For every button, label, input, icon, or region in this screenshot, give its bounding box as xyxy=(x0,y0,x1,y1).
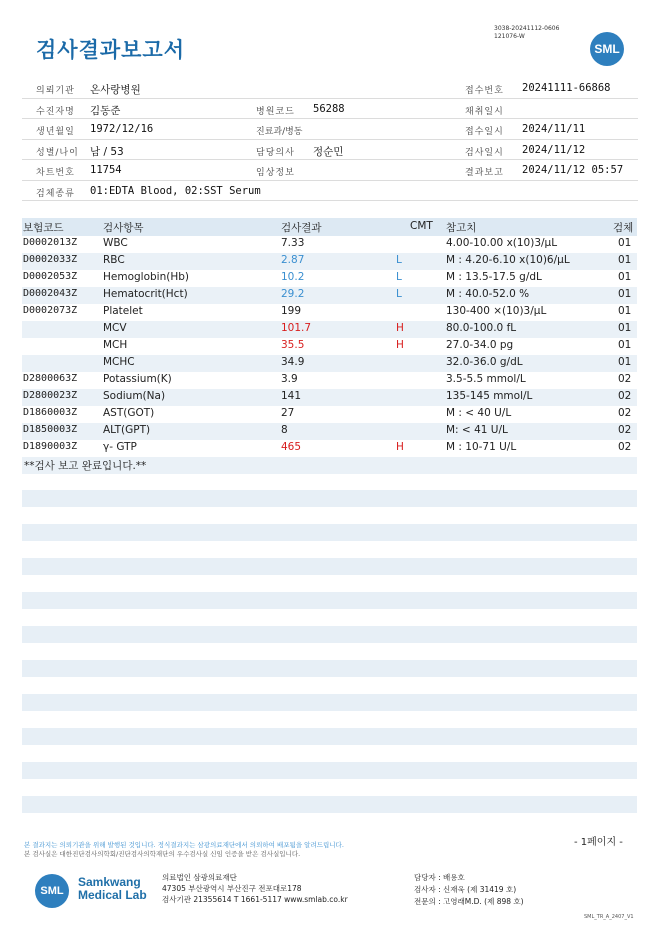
clinical-label: 임상정보 xyxy=(256,168,295,178)
table-row xyxy=(22,236,637,253)
row-spec: 01 xyxy=(618,271,632,283)
row-ref: M : 10-71 U/L xyxy=(446,441,517,453)
complete-row xyxy=(22,457,637,474)
doc-ref-line-2: 121076-W xyxy=(494,33,525,40)
row-ref: 135-145 mmol/L xyxy=(446,390,533,402)
row-spec: 01 xyxy=(618,288,632,300)
row-ref: 130-400 ×(10)3/μL xyxy=(446,305,547,317)
receipt-date-value: 2024/11/11 xyxy=(522,123,586,135)
table-row xyxy=(22,423,637,440)
hospital-code-value: 56288 xyxy=(313,102,345,115)
specimen-value: 01:EDTA Blood, 02:SST Serum xyxy=(90,184,261,197)
row-result: 35.5 xyxy=(281,339,305,351)
row-code: D2800023Z xyxy=(23,390,78,401)
table-row xyxy=(22,270,637,287)
disclaimer-line-2: 본 검사실은 대한진단검사의학회/진단검사의학재단의 우수검사실 신임 인증을 받은 검사실입니다. xyxy=(24,850,301,858)
row-name: MCH xyxy=(103,339,128,351)
footer-staff xyxy=(414,872,524,908)
row-flag: H xyxy=(396,339,404,351)
row-code: D0002043Z xyxy=(23,288,78,299)
birth-label: 생년월일 xyxy=(36,127,75,137)
hospital-code-label: 병원코드 xyxy=(256,106,295,117)
row-ref: M : 13.5-17.5 g/dL xyxy=(446,271,542,283)
row-name: MCHC xyxy=(103,356,135,368)
patient-label: 수진자명 xyxy=(36,106,75,117)
table-row xyxy=(22,287,637,304)
table-row xyxy=(22,304,637,321)
row-code: D0002013Z xyxy=(23,237,78,248)
row-result: 141 xyxy=(281,390,302,402)
footer-contact: 검사기관 21355614 T 1661-5117 www.smlab.co.kr xyxy=(162,895,348,904)
table-row xyxy=(22,253,637,270)
row-ref: M: < 41 U/L xyxy=(446,424,508,436)
row-spec: 02 xyxy=(618,441,632,453)
disclaimer xyxy=(24,841,444,859)
info-row xyxy=(22,99,638,120)
empty-band xyxy=(22,558,637,575)
chart-label: 차트번호 xyxy=(36,168,75,178)
row-name: AST(GOT) xyxy=(103,407,155,419)
row-ref: 80.0-100.0 fL xyxy=(446,322,517,334)
row-result: 101.7 xyxy=(281,322,312,334)
disclaimer-line-1: 본 결과지는 의뢰기관을 위해 발행된 것입니다. 정식결과지는 삼광의료재단에서 의뢰하여 배포됨을 알려드립니다. xyxy=(24,841,344,849)
row-name: γ- GTP xyxy=(103,441,137,453)
row-result: 465 xyxy=(281,441,302,453)
row-name: ALT(GPT) xyxy=(103,424,151,436)
empty-band xyxy=(22,796,637,813)
row-name: Platelet xyxy=(103,305,143,317)
institution-label: 의뢰기관 xyxy=(36,86,75,96)
empty-band xyxy=(22,694,637,711)
row-code: D1850003Z xyxy=(23,424,78,435)
row-spec: 02 xyxy=(618,373,632,385)
sex-age-value: 남 / 53 xyxy=(90,145,124,158)
sex-age-label: 성별/나이 xyxy=(36,147,79,158)
results-table xyxy=(22,218,637,474)
footer-sml-logo-icon: SML xyxy=(35,874,69,908)
patient-value: 김동준 xyxy=(90,104,121,117)
footer-brand xyxy=(78,876,147,902)
row-flag: L xyxy=(396,271,402,283)
empty-band xyxy=(22,728,637,745)
header-cmt: CMT xyxy=(410,220,433,232)
header-ref: 참고치 xyxy=(446,222,477,234)
row-ref: M : 40.0-52.0 % xyxy=(446,288,530,300)
table-row xyxy=(22,440,637,457)
institution-value: 온사랑병원 xyxy=(90,84,141,96)
row-ref: 3.5-5.5 mmol/L xyxy=(446,373,526,385)
info-row xyxy=(22,119,638,140)
staff-line-2: 검사자 : 신재욱 (제 31419 호) xyxy=(414,885,517,894)
row-flag: L xyxy=(396,254,402,266)
birth-value: 1972/12/16 xyxy=(90,123,154,135)
row-ref: 27.0-34.0 pg xyxy=(446,339,514,351)
row-spec: 02 xyxy=(618,390,632,402)
row-flag: L xyxy=(396,288,402,300)
collect-date-label: 채취일시 xyxy=(465,106,504,117)
row-spec: 01 xyxy=(618,322,632,334)
brand-line-2: Medical Lab xyxy=(78,888,147,902)
table-row xyxy=(22,338,637,355)
table-row xyxy=(22,355,637,372)
info-row xyxy=(22,181,638,202)
staff-line-3: 전문의 : 고영래M.D. (제 898 호) xyxy=(414,897,524,906)
header-code: 보험코드 xyxy=(23,222,64,234)
table-row xyxy=(22,406,637,423)
row-spec: 02 xyxy=(618,407,632,419)
empty-band xyxy=(22,524,637,541)
table-row xyxy=(22,321,637,338)
row-spec: 01 xyxy=(618,237,632,249)
doctor-value: 정순민 xyxy=(313,145,344,158)
info-row xyxy=(22,140,638,161)
row-spec: 01 xyxy=(618,305,632,317)
test-date-value: 2024/11/12 xyxy=(522,143,586,156)
specimen-label: 검체종류 xyxy=(36,188,75,199)
empty-band xyxy=(22,762,637,779)
row-name: Potassium(K) xyxy=(103,373,172,385)
footer-doc-code: SML_TR_A_2407_V1 xyxy=(584,914,634,920)
row-code: D0002073Z xyxy=(23,305,78,316)
row-result: 10.2 xyxy=(281,271,305,283)
footer-org: 의료법인 삼광의료재단 xyxy=(162,873,237,882)
row-result: 29.2 xyxy=(281,288,305,300)
row-spec: 01 xyxy=(618,356,632,368)
chart-value: 11754 xyxy=(90,164,122,176)
report-date-value: 2024/11/12 05:57 xyxy=(522,164,624,176)
row-spec: 01 xyxy=(618,339,632,351)
page-number: - 1페이지 - xyxy=(574,837,623,848)
row-code: D2800063Z xyxy=(23,373,78,384)
empty-band xyxy=(22,626,637,643)
sml-logo-icon: SML xyxy=(590,32,624,66)
receipt-no-label: 접수번호 xyxy=(465,86,504,96)
report-title: 검사결과보고서 xyxy=(36,38,186,62)
row-result: 7.33 xyxy=(281,237,305,249)
row-ref: 4.00-10.00 x(10)3/μL xyxy=(446,237,558,249)
empty-row-bands xyxy=(22,490,637,830)
receipt-date-label: 접수일시 xyxy=(465,127,504,137)
doc-ref-line-1: 3038-20241112-0606 xyxy=(494,25,560,32)
test-date-label: 검사일시 xyxy=(465,147,504,158)
table-row xyxy=(22,389,637,406)
patient-info-section xyxy=(22,78,638,201)
info-row xyxy=(22,78,638,99)
row-ref: 32.0-36.0 g/dL xyxy=(446,356,523,368)
row-spec: 02 xyxy=(618,424,632,436)
row-code: D0002053Z xyxy=(23,271,78,282)
info-row xyxy=(22,160,638,181)
empty-band xyxy=(22,490,637,507)
table-row xyxy=(22,372,637,389)
row-result: 8 xyxy=(281,424,288,436)
footer-address xyxy=(162,872,348,905)
row-result: 3.9 xyxy=(281,373,298,385)
receipt-no-value: 20241111-66868 xyxy=(522,82,611,94)
row-result: 27 xyxy=(281,407,295,419)
table-header xyxy=(22,218,637,236)
header-result: 검사결과 xyxy=(281,222,322,234)
footer-street: 47305 부산광역시 부산진구 전포대로178 xyxy=(162,884,302,893)
row-name: RBC xyxy=(103,254,125,266)
header-name: 검사항목 xyxy=(103,222,144,234)
row-flag: H xyxy=(396,441,404,453)
row-ref: M : 4.20-6.10 x(10)6/μL xyxy=(446,254,570,266)
empty-band xyxy=(22,660,637,677)
row-result: 199 xyxy=(281,305,302,317)
doctor-label: 담당의사 xyxy=(256,147,295,158)
row-code: D1860003Z xyxy=(23,407,78,418)
row-spec: 01 xyxy=(618,254,632,266)
document-reference xyxy=(494,25,559,41)
row-name: WBC xyxy=(103,237,128,249)
row-code: D1890003Z xyxy=(23,441,78,452)
row-name: Hemoglobin(Hb) xyxy=(103,271,190,283)
header-spec: 검체 xyxy=(613,222,634,234)
table-body xyxy=(22,236,637,457)
staff-line-1: 담당자 : 배용호 xyxy=(414,873,465,882)
empty-band xyxy=(22,592,637,609)
dept-label: 진료과/병동 xyxy=(256,127,303,137)
row-result: 2.87 xyxy=(281,254,305,266)
brand-line-1: Samkwang xyxy=(78,875,141,889)
row-name: Hematocrit(Hct) xyxy=(103,288,188,300)
row-result: 34.9 xyxy=(281,356,305,368)
row-flag: H xyxy=(396,322,404,334)
row-name: MCV xyxy=(103,322,127,334)
row-ref: M : < 40 U/L xyxy=(446,407,512,419)
complete-text: **검사 보고 완료입니다.** xyxy=(24,460,147,472)
report-date-label: 결과보고 xyxy=(465,168,504,178)
row-name: Sodium(Na) xyxy=(103,390,166,402)
row-code: D0002033Z xyxy=(23,254,78,265)
